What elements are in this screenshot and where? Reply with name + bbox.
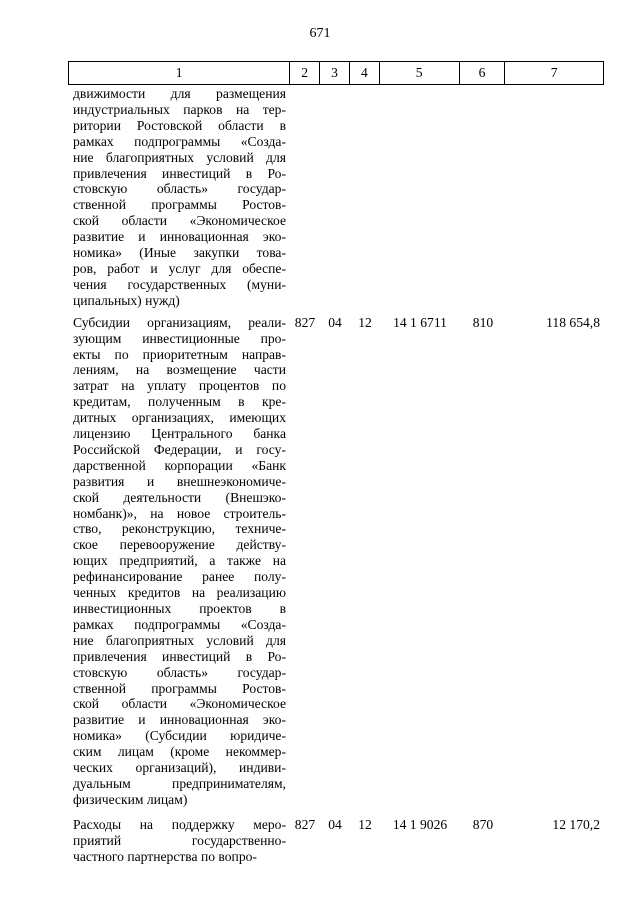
row-description — [68, 315, 290, 808]
description-line: дуальным предпринимателям, — [73, 775, 286, 791]
description-line: ципальных) нужд) — [73, 292, 180, 308]
description-line: движимости для размещения — [73, 86, 286, 101]
description-line: индустриальных парков на тер- — [73, 101, 286, 117]
expense-type-code: 870 — [472, 816, 494, 832]
description-line: ской области «Экономическое — [73, 213, 286, 229]
description-line: ние благоприятных условий для — [73, 632, 286, 648]
column-header-6: 6 — [460, 62, 506, 84]
description-line: номика» (Субсидии юридиче- — [73, 728, 286, 744]
table-row — [68, 86, 604, 309]
admin-code — [290, 86, 320, 309]
description-line: номбанк)», на новое строитель- — [73, 505, 286, 521]
subsection-code — [350, 86, 380, 309]
subsection-code: 12 — [358, 816, 372, 832]
description-line: дитных организациях, имеющих — [73, 410, 286, 426]
table-header-row — [68, 61, 604, 85]
admin-code: 827 — [294, 314, 316, 330]
target-article-code — [380, 86, 460, 309]
description-line: ским лицам (кроме некоммер- — [73, 744, 286, 760]
page-number: 671 — [309, 26, 331, 41]
description-line: Субсидии организациям, реали- — [73, 314, 286, 330]
expense-type-code: 810 — [472, 314, 494, 330]
section-code: 04 — [328, 314, 342, 330]
description-line: ство, реконструкцию, техниче- — [73, 521, 286, 537]
description-line: стовскую область» государ- — [73, 664, 286, 680]
section-code: 04 — [328, 816, 342, 832]
description-line: зующим инвестиционные про- — [73, 330, 286, 346]
description-line: номика» (Иные закупки това- — [73, 245, 286, 261]
description-line: развития и внешнеэкономиче- — [73, 473, 286, 489]
description-line: развитие и инновационная эко- — [73, 712, 286, 728]
column-header-7: 7 — [550, 65, 558, 80]
admin-code: 827 — [294, 816, 316, 832]
column-header-4: 4 — [350, 62, 380, 84]
description-line: ние благоприятных условий для — [73, 149, 286, 165]
expense-type-code — [460, 86, 506, 309]
column-header-2: 2 — [290, 62, 320, 84]
table-row — [68, 817, 604, 865]
description-line: ритории Ростовской области в — [73, 117, 286, 133]
description-line: ческих организаций), индиви- — [73, 760, 286, 776]
column-header-3: 3 — [320, 62, 350, 84]
description-line: стовскую область» государ- — [73, 181, 286, 197]
description-line: кредитам, полученным в кре- — [73, 394, 286, 410]
description-line: дарственной корпорации «Банк — [73, 457, 286, 473]
column-header-5: 5 — [380, 62, 460, 84]
amount: 118 654,8 — [546, 314, 600, 330]
description-line: рефинансирование ранее полу- — [73, 569, 286, 585]
amount — [506, 86, 604, 309]
description-line: развитие и инновационная эко- — [73, 229, 286, 245]
target-article-code: 14 1 6711 — [393, 314, 447, 330]
description-line: Расходы на поддержку меро- — [73, 816, 286, 832]
description-line: ров, работ и услуг для обеспе- — [73, 260, 286, 276]
description-line: ское перевооружение действу- — [73, 537, 286, 553]
description-line: привлечения инвестиций в Ро- — [73, 648, 286, 664]
description-line: ственной программы Ростов- — [73, 680, 286, 696]
description-line: приятий государственно- — [73, 832, 286, 848]
description-line: ской области «Экономическое — [73, 696, 286, 712]
target-article-code: 14 1 9026 — [392, 816, 448, 832]
description-line: рамках подпрограммы «Созда- — [73, 133, 286, 149]
description-line: ской деятельности (Внешэко- — [73, 489, 286, 505]
description-line: чения государственных (муни- — [73, 276, 286, 292]
description-line: ченных кредитов на реализацию — [73, 585, 286, 601]
subsection-code: 12 — [358, 314, 372, 330]
description-line: затрат на уплату процентов по — [73, 378, 286, 394]
section-code — [320, 86, 350, 309]
description-line: привлечения инвестиций в Ро- — [73, 165, 286, 181]
description-line: ственной программы Ростов- — [73, 197, 286, 213]
table-row — [68, 315, 604, 808]
description-line: рамках подпрограммы «Созда- — [73, 616, 286, 632]
description-line: лицензию Центрального банка — [73, 426, 286, 442]
amount: 12 170,2 — [552, 816, 600, 832]
description-line: физическим лицам) — [73, 791, 188, 807]
table-body — [68, 86, 604, 865]
row-description — [68, 86, 290, 309]
description-line: екты по приоритетным направ- — [73, 346, 286, 362]
row-description — [68, 817, 290, 865]
description-line: лениям, на возмещение части — [73, 362, 286, 378]
description-line: ющих предприятий, а также на — [73, 553, 286, 569]
column-header-1: 1 — [69, 62, 290, 84]
description-line: Российской Федерации, и госу- — [73, 441, 286, 457]
description-line: частного партнерства по вопро- — [73, 848, 257, 864]
description-line: инвестиционных проектов в — [73, 601, 286, 616]
